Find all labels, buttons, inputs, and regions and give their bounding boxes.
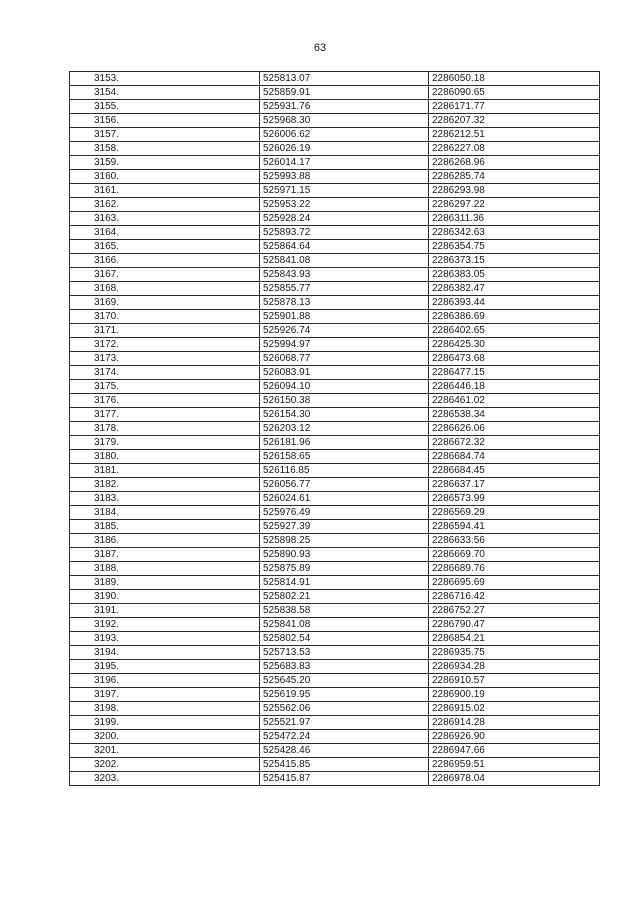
y-coordinate-cell: 2286914.28 [429, 716, 600, 730]
table-row [70, 226, 600, 240]
table-row [70, 156, 600, 170]
point-number-cell: 3201. [70, 744, 260, 758]
y-coordinate-cell: 2286926.90 [429, 730, 600, 744]
point-number-cell: 3190. [70, 590, 260, 604]
table-row [70, 338, 600, 352]
y-coordinate-cell: 2286684.45 [429, 464, 600, 478]
table-row [70, 548, 600, 562]
point-number-cell: 3203. [70, 772, 260, 786]
x-coordinate-cell: 525802.21 [260, 590, 429, 604]
y-coordinate-cell: 2286386.69 [429, 310, 600, 324]
y-coordinate-cell: 2286695.69 [429, 576, 600, 590]
x-coordinate-cell: 525813.07 [260, 72, 429, 86]
table-row [70, 492, 600, 506]
table-row [70, 324, 600, 338]
table-row [70, 198, 600, 212]
x-coordinate-cell: 526024.61 [260, 492, 429, 506]
table-row [70, 702, 600, 716]
x-coordinate-cell: 525994.97 [260, 338, 429, 352]
point-number-cell: 3199. [70, 716, 260, 730]
x-coordinate-cell: 525864.64 [260, 240, 429, 254]
point-number-cell: 3180. [70, 450, 260, 464]
y-coordinate-cell: 2286633.56 [429, 534, 600, 548]
point-number-cell: 3176. [70, 394, 260, 408]
point-number-cell: 3172. [70, 338, 260, 352]
table-row [70, 394, 600, 408]
coordinates-table [69, 71, 600, 786]
table-row [70, 408, 600, 422]
point-number-cell: 3178. [70, 422, 260, 436]
point-number-cell: 3173. [70, 352, 260, 366]
point-number-cell: 3170. [70, 310, 260, 324]
table-row [70, 240, 600, 254]
x-coordinate-cell: 525976.49 [260, 506, 429, 520]
point-number-cell: 3183. [70, 492, 260, 506]
point-number-cell: 3177. [70, 408, 260, 422]
y-coordinate-cell: 2286538.34 [429, 408, 600, 422]
y-coordinate-cell: 2286461.02 [429, 394, 600, 408]
table-row [70, 72, 600, 86]
x-coordinate-cell: 525841.08 [260, 618, 429, 632]
x-coordinate-cell: 525993.88 [260, 170, 429, 184]
y-coordinate-cell: 2286752.27 [429, 604, 600, 618]
point-number-cell: 3191. [70, 604, 260, 618]
y-coordinate-cell: 2286354.75 [429, 240, 600, 254]
x-coordinate-cell: 525893.72 [260, 226, 429, 240]
x-coordinate-cell: 525928.24 [260, 212, 429, 226]
table-row [70, 282, 600, 296]
x-coordinate-cell: 526006.62 [260, 128, 429, 142]
x-coordinate-cell: 526181.96 [260, 436, 429, 450]
point-number-cell: 3184. [70, 506, 260, 520]
y-coordinate-cell: 2286212.51 [429, 128, 600, 142]
x-coordinate-cell: 525843.93 [260, 268, 429, 282]
x-coordinate-cell: 525619.95 [260, 688, 429, 702]
table-row [70, 688, 600, 702]
y-coordinate-cell: 2286900.19 [429, 688, 600, 702]
table-row [70, 184, 600, 198]
y-coordinate-cell: 2286207.32 [429, 114, 600, 128]
point-number-cell: 3193. [70, 632, 260, 646]
y-coordinate-cell: 2286227.08 [429, 142, 600, 156]
x-coordinate-cell: 525472.24 [260, 730, 429, 744]
x-coordinate-cell: 525838.58 [260, 604, 429, 618]
x-coordinate-cell: 525901.88 [260, 310, 429, 324]
y-coordinate-cell: 2286626.06 [429, 422, 600, 436]
point-number-cell: 3160. [70, 170, 260, 184]
table-row [70, 478, 600, 492]
x-coordinate-cell: 525415.87 [260, 772, 429, 786]
x-coordinate-cell: 525927.39 [260, 520, 429, 534]
y-coordinate-cell: 2286477.15 [429, 366, 600, 380]
table-row [70, 352, 600, 366]
point-number-cell: 3192. [70, 618, 260, 632]
x-coordinate-cell: 525645.20 [260, 674, 429, 688]
point-number-cell: 3195. [70, 660, 260, 674]
y-coordinate-cell: 2286473.68 [429, 352, 600, 366]
table-row [70, 534, 600, 548]
table-row [70, 520, 600, 534]
table-row [70, 450, 600, 464]
point-number-cell: 3187. [70, 548, 260, 562]
point-number-cell: 3179. [70, 436, 260, 450]
point-number-cell: 3194. [70, 646, 260, 660]
y-coordinate-cell: 2286672.32 [429, 436, 600, 450]
point-number-cell: 3165. [70, 240, 260, 254]
y-coordinate-cell: 2286050.18 [429, 72, 600, 86]
x-coordinate-cell: 526056.77 [260, 478, 429, 492]
y-coordinate-cell: 2286935.75 [429, 646, 600, 660]
point-number-cell: 3185. [70, 520, 260, 534]
x-coordinate-cell: 525968.30 [260, 114, 429, 128]
point-number-cell: 3175. [70, 380, 260, 394]
x-coordinate-cell: 525841.08 [260, 254, 429, 268]
y-coordinate-cell: 2286716.42 [429, 590, 600, 604]
table-row [70, 254, 600, 268]
x-coordinate-cell: 525521.97 [260, 716, 429, 730]
table-row [70, 380, 600, 394]
point-number-cell: 3162. [70, 198, 260, 212]
point-number-cell: 3200. [70, 730, 260, 744]
table-row [70, 632, 600, 646]
page-number: 63 [313, 42, 327, 54]
y-coordinate-cell: 2286342.63 [429, 226, 600, 240]
point-number-cell: 3156. [70, 114, 260, 128]
y-coordinate-cell: 2286569.29 [429, 506, 600, 520]
point-number-cell: 3163. [70, 212, 260, 226]
x-coordinate-cell: 525931.76 [260, 100, 429, 114]
point-number-cell: 3189. [70, 576, 260, 590]
table-row [70, 366, 600, 380]
table-row [70, 114, 600, 128]
x-coordinate-cell: 525898.25 [260, 534, 429, 548]
table-row [70, 422, 600, 436]
x-coordinate-cell: 526158.65 [260, 450, 429, 464]
x-coordinate-cell: 525878.13 [260, 296, 429, 310]
point-number-cell: 3196. [70, 674, 260, 688]
table-row [70, 604, 600, 618]
y-coordinate-cell: 2286383.05 [429, 268, 600, 282]
y-coordinate-cell: 2286382.47 [429, 282, 600, 296]
table-row [70, 86, 600, 100]
x-coordinate-cell: 526014.17 [260, 156, 429, 170]
y-coordinate-cell: 2286910.57 [429, 674, 600, 688]
y-coordinate-cell: 2286594.41 [429, 520, 600, 534]
table-row [70, 464, 600, 478]
table-row [70, 576, 600, 590]
y-coordinate-cell: 2286373.15 [429, 254, 600, 268]
x-coordinate-cell: 525971.15 [260, 184, 429, 198]
x-coordinate-cell: 525890.93 [260, 548, 429, 562]
table-row [70, 730, 600, 744]
y-coordinate-cell: 2286171.77 [429, 100, 600, 114]
y-coordinate-cell: 2286669.70 [429, 548, 600, 562]
y-coordinate-cell: 2286934.28 [429, 660, 600, 674]
y-coordinate-cell: 2286293.98 [429, 184, 600, 198]
point-number-cell: 3168. [70, 282, 260, 296]
table-row [70, 436, 600, 450]
x-coordinate-cell: 525802.54 [260, 632, 429, 646]
x-coordinate-cell: 526068.77 [260, 352, 429, 366]
table-row [70, 268, 600, 282]
y-coordinate-cell: 2286915.02 [429, 702, 600, 716]
table-row [70, 128, 600, 142]
point-number-cell: 3186. [70, 534, 260, 548]
x-coordinate-cell: 526083.91 [260, 366, 429, 380]
y-coordinate-cell: 2286311.36 [429, 212, 600, 226]
table-row [70, 590, 600, 604]
y-coordinate-cell: 2286637.17 [429, 478, 600, 492]
x-coordinate-cell: 526094.10 [260, 380, 429, 394]
point-number-cell: 3158. [70, 142, 260, 156]
table-row [70, 618, 600, 632]
table-row [70, 506, 600, 520]
y-coordinate-cell: 2286854.21 [429, 632, 600, 646]
y-coordinate-cell: 2286268.96 [429, 156, 600, 170]
x-coordinate-cell: 525814.91 [260, 576, 429, 590]
table-row [70, 562, 600, 576]
table-row [70, 758, 600, 772]
point-number-cell: 3157. [70, 128, 260, 142]
y-coordinate-cell: 2286425.30 [429, 338, 600, 352]
y-coordinate-cell: 2286689.76 [429, 562, 600, 576]
point-number-cell: 3198. [70, 702, 260, 716]
x-coordinate-cell: 526203.12 [260, 422, 429, 436]
y-coordinate-cell: 2286959.51 [429, 758, 600, 772]
y-coordinate-cell: 2286790.47 [429, 618, 600, 632]
y-coordinate-cell: 2286285.74 [429, 170, 600, 184]
x-coordinate-cell: 525562.06 [260, 702, 429, 716]
table-row [70, 674, 600, 688]
point-number-cell: 3167. [70, 268, 260, 282]
point-number-cell: 3155. [70, 100, 260, 114]
table-row [70, 660, 600, 674]
x-coordinate-cell: 526154.30 [260, 408, 429, 422]
point-number-cell: 3161. [70, 184, 260, 198]
point-number-cell: 3188. [70, 562, 260, 576]
table-row [70, 744, 600, 758]
x-coordinate-cell: 526026.19 [260, 142, 429, 156]
x-coordinate-cell: 525713.53 [260, 646, 429, 660]
point-number-cell: 3174. [70, 366, 260, 380]
table-row [70, 772, 600, 786]
y-coordinate-cell: 2286573.99 [429, 492, 600, 506]
x-coordinate-cell: 525953.22 [260, 198, 429, 212]
table-row [70, 100, 600, 114]
table-row [70, 212, 600, 226]
point-number-cell: 3197. [70, 688, 260, 702]
table-row [70, 142, 600, 156]
x-coordinate-cell: 526116.85 [260, 464, 429, 478]
y-coordinate-cell: 2286947.66 [429, 744, 600, 758]
point-number-cell: 3182. [70, 478, 260, 492]
point-number-cell: 3169. [70, 296, 260, 310]
y-coordinate-cell: 2286393.44 [429, 296, 600, 310]
x-coordinate-cell: 525428.46 [260, 744, 429, 758]
y-coordinate-cell: 2286402.65 [429, 324, 600, 338]
coordinates-table-body [70, 72, 600, 786]
x-coordinate-cell: 526150.38 [260, 394, 429, 408]
table-row [70, 716, 600, 730]
table-row [70, 646, 600, 660]
point-number-cell: 3181. [70, 464, 260, 478]
table-row [70, 170, 600, 184]
x-coordinate-cell: 525855.77 [260, 282, 429, 296]
point-number-cell: 3166. [70, 254, 260, 268]
y-coordinate-cell: 2286090.65 [429, 86, 600, 100]
x-coordinate-cell: 525859.91 [260, 86, 429, 100]
point-number-cell: 3171. [70, 324, 260, 338]
x-coordinate-cell: 525926.74 [260, 324, 429, 338]
x-coordinate-cell: 525875.89 [260, 562, 429, 576]
x-coordinate-cell: 525415.85 [260, 758, 429, 772]
y-coordinate-cell: 2286684.74 [429, 450, 600, 464]
point-number-cell: 3159. [70, 156, 260, 170]
y-coordinate-cell: 2286297.22 [429, 198, 600, 212]
point-number-cell: 3202. [70, 758, 260, 772]
point-number-cell: 3154. [70, 86, 260, 100]
point-number-cell: 3164. [70, 226, 260, 240]
x-coordinate-cell: 525683.83 [260, 660, 429, 674]
y-coordinate-cell: 2286446.18 [429, 380, 600, 394]
table-row [70, 296, 600, 310]
table-row [70, 310, 600, 324]
point-number-cell: 3153. [70, 72, 260, 86]
y-coordinate-cell: 2286978.04 [429, 772, 600, 786]
